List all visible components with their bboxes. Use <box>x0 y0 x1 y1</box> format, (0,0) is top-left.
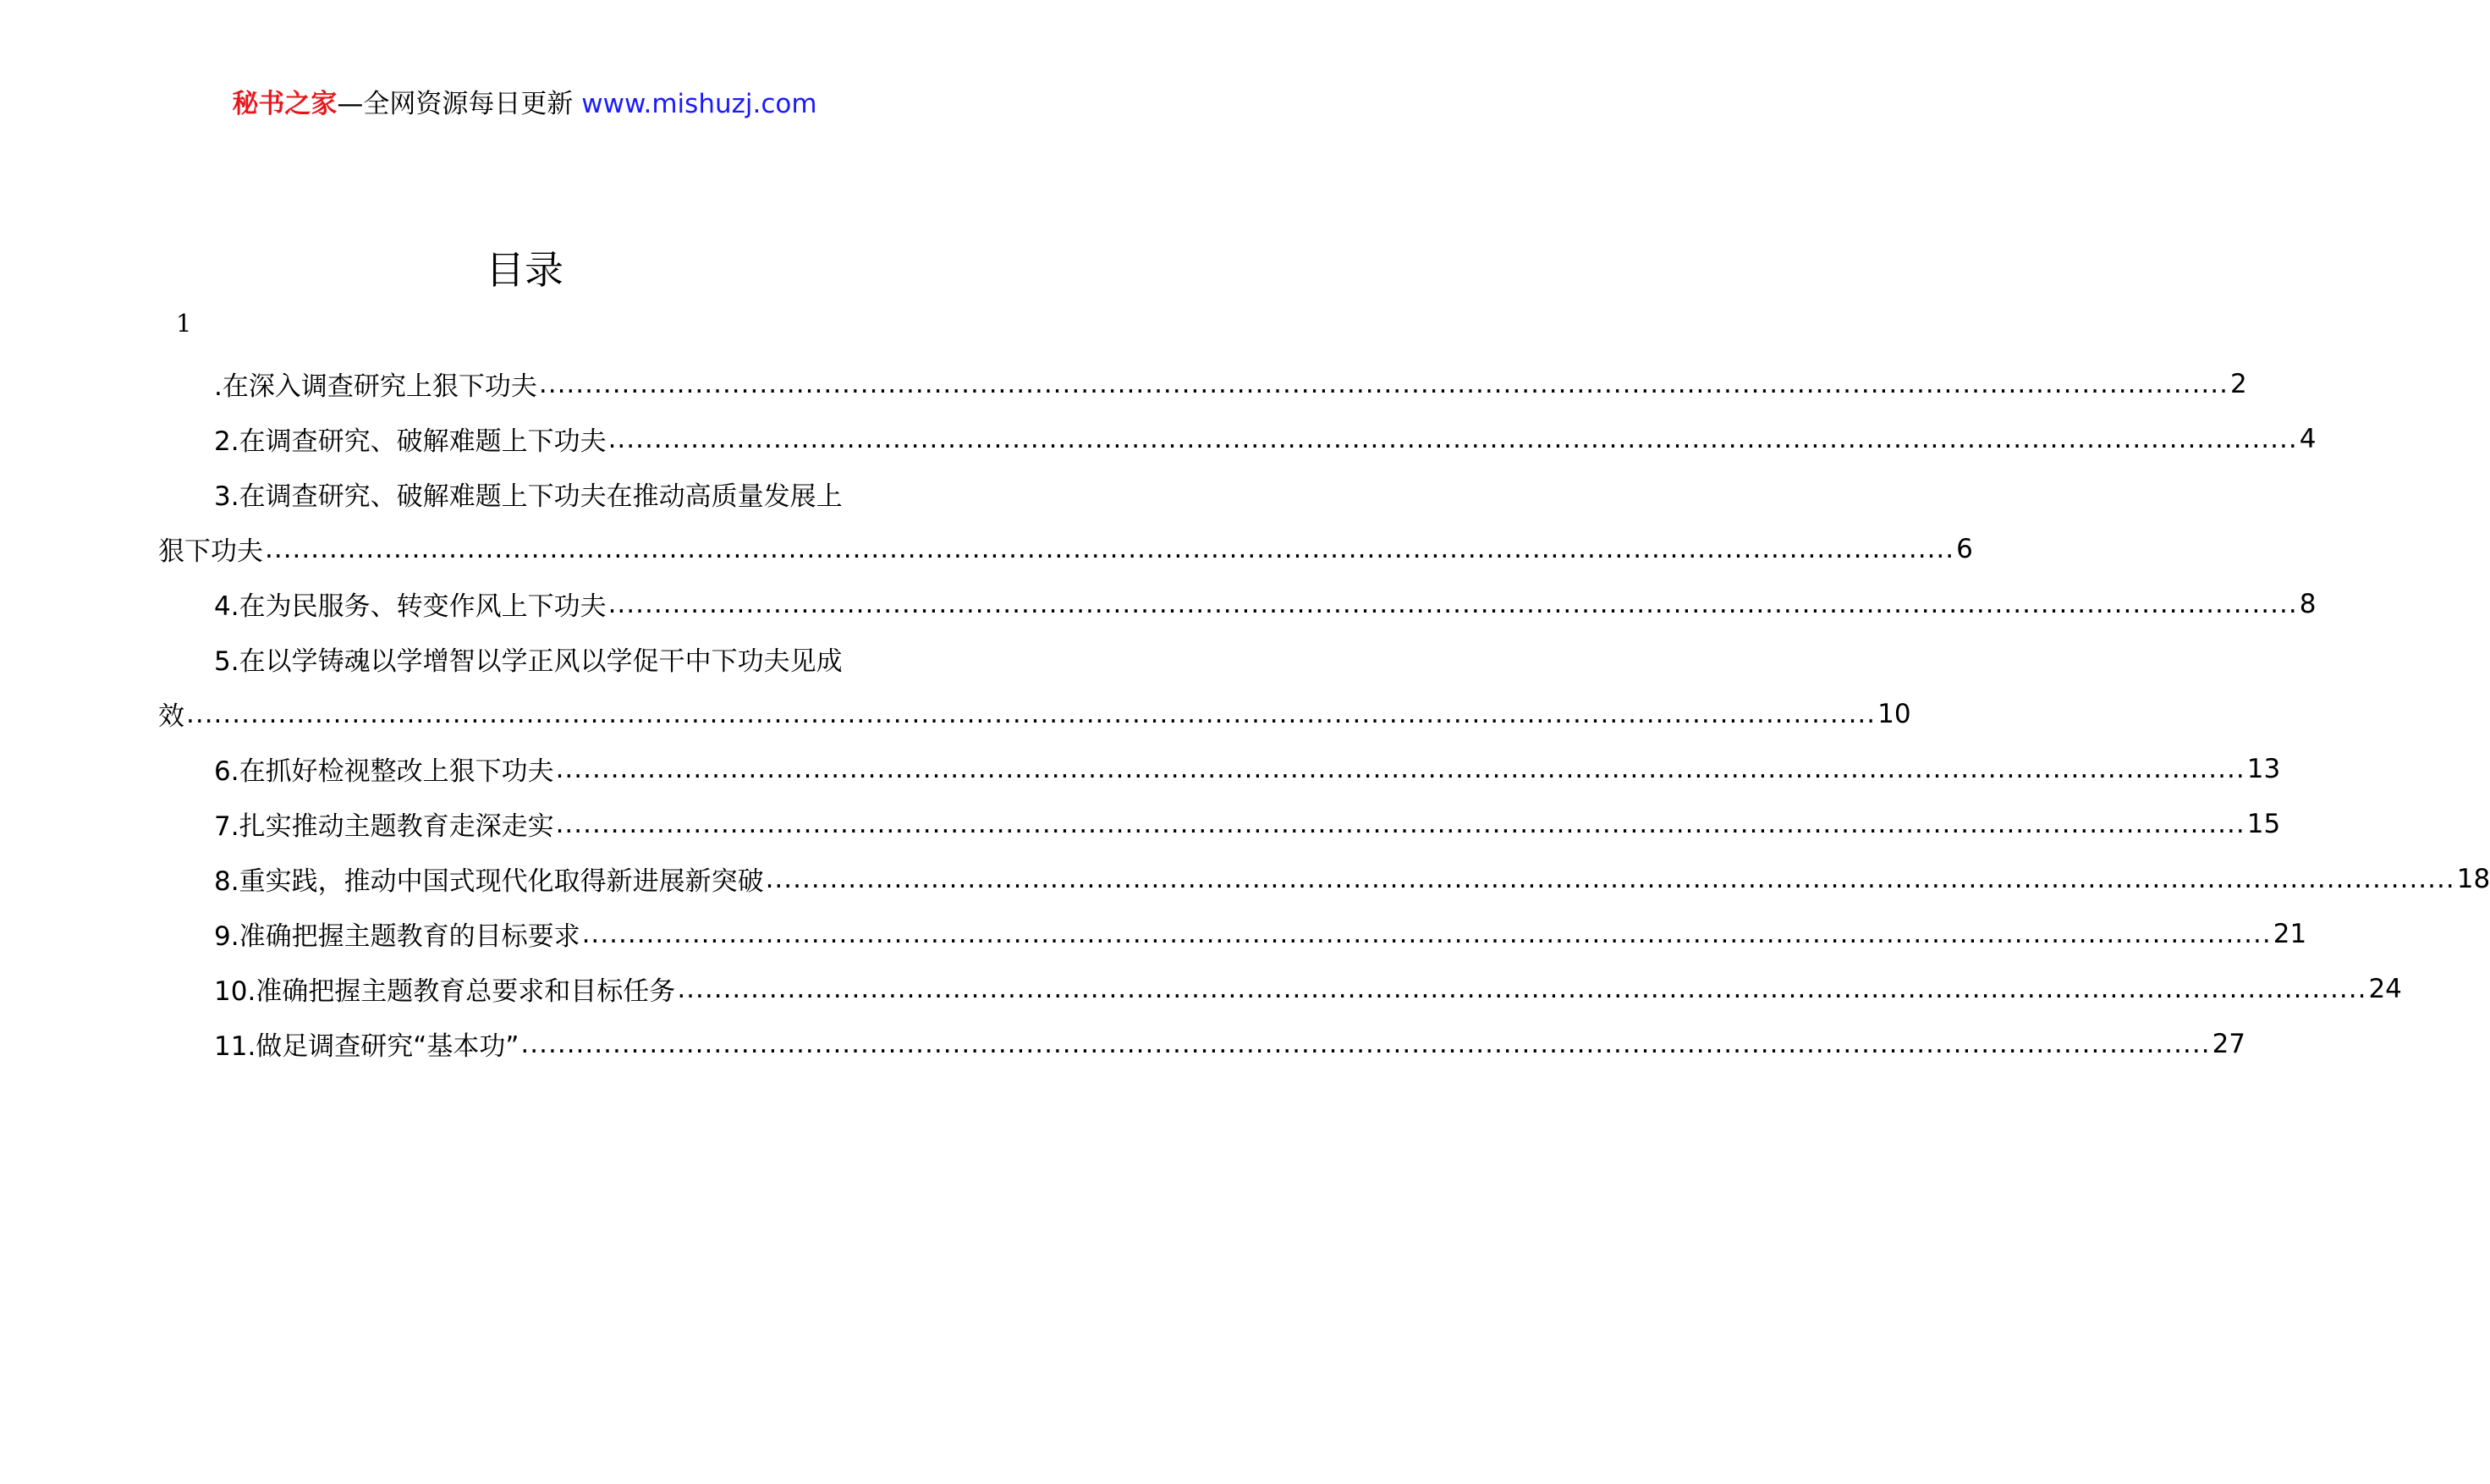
toc-page-number: 13 <box>2246 753 2281 784</box>
toc-entry-title: 7.扎实推动主题教育走深走实 <box>214 811 554 842</box>
toc-entry-title: 2.在调查研究、破解难题上下功夫 <box>214 426 607 457</box>
toc-page-number: 24 <box>2368 973 2402 1004</box>
toc-entry-9[interactable] <box>158 906 2307 961</box>
toc-entry-title: 8.重实践，推动中国式现代化取得新进展新突破 <box>214 866 764 897</box>
toc-leader-dots: ........................................................................................................................................................................................ <box>677 973 2367 1004</box>
toc-entry-title: 6.在抓好检视整改上狠下功夫 <box>214 756 554 787</box>
toc-entry-title-line1: 3.在调查研究、破解难题上下功夫在推动高质量发展上 <box>214 481 843 512</box>
toc-page-number: 21 <box>2273 918 2307 949</box>
toc-entry-8[interactable] <box>158 851 2490 906</box>
toc-leader-dots: ........................................................................................................................................................................................ <box>607 423 2298 454</box>
toc-leader-dots: ........................................................................................................................................................................................ <box>581 918 2272 949</box>
toc-leader-dots: ........................................................................................................................................................................................ <box>555 808 2245 839</box>
toc-page-number: 6 <box>1956 533 1973 564</box>
toc-leader-dots: ........................................................................................................................................................................................ <box>520 1028 2211 1059</box>
toc-entry-title: 10.准确把握主题教育总要求和目标任务 <box>214 976 676 1007</box>
header-tagline: —全网资源每日更新 <box>337 89 574 119</box>
brand-name: 秘书之家 <box>232 89 338 119</box>
toc-entry-1[interactable] <box>158 356 2247 411</box>
toc-entry-title: 9.准确把握主题教育的目标要求 <box>214 921 580 952</box>
toc-leader-dots: ........................................................................................................................................................................................ <box>265 533 1955 564</box>
toc-entry-title: .在深入调查研究上狠下功夫 <box>214 371 537 402</box>
toc-entry-title: 4.在为民服务、转变作风上下功夫 <box>214 591 607 622</box>
toc-entry-10[interactable] <box>158 961 2402 1016</box>
toc-entry-title-line2: 效 <box>158 701 184 732</box>
toc-entry-3[interactable] <box>158 466 1973 576</box>
site-header <box>0 85 1049 124</box>
toc-page-number: 18 <box>2456 863 2490 894</box>
toc-entry-title-line2: 狠下功夫 <box>158 536 263 567</box>
toc-entry-7[interactable] <box>158 796 2281 851</box>
toc-entry-title-line1: 5.在以学铸魂以学增智以学正风以学促干中下功夫见成 <box>214 646 843 677</box>
toc-entry-title: 11.做足调查研究“基本功” <box>214 1031 519 1062</box>
page-title: 目录 <box>486 247 563 293</box>
toc-leader-dots: ........................................................................................................................................................................................ <box>607 588 2298 619</box>
table-of-contents <box>158 356 2490 1071</box>
toc-leader-dots: ........................................................................................................................................................................................ <box>186 698 1877 729</box>
site-url-link[interactable]: www.mishuzj.com <box>581 89 817 119</box>
toc-entry-2[interactable] <box>158 411 2317 466</box>
toc-page-number: 2 <box>2230 368 2247 399</box>
toc-entry-6[interactable] <box>158 741 2281 796</box>
toc-page-number: 27 <box>2212 1028 2246 1059</box>
toc-leader-dots: ........................................................................................................................................................................................ <box>765 863 2455 894</box>
toc-leader-dots: ........................................................................................................................................................................................ <box>555 753 2245 784</box>
toc-page-number: 4 <box>2299 423 2317 454</box>
toc-entry-11[interactable] <box>158 1016 2246 1071</box>
section-marker: 1 <box>176 309 192 338</box>
toc-entry-5[interactable] <box>158 631 1911 741</box>
toc-page-number: 15 <box>2246 808 2281 839</box>
toc-page-number: 8 <box>2299 588 2317 619</box>
toc-leader-dots: ........................................................................................................................................................................................ <box>538 368 2229 399</box>
toc-entry-4[interactable] <box>158 576 2317 631</box>
toc-page-number: 10 <box>1877 698 1911 729</box>
